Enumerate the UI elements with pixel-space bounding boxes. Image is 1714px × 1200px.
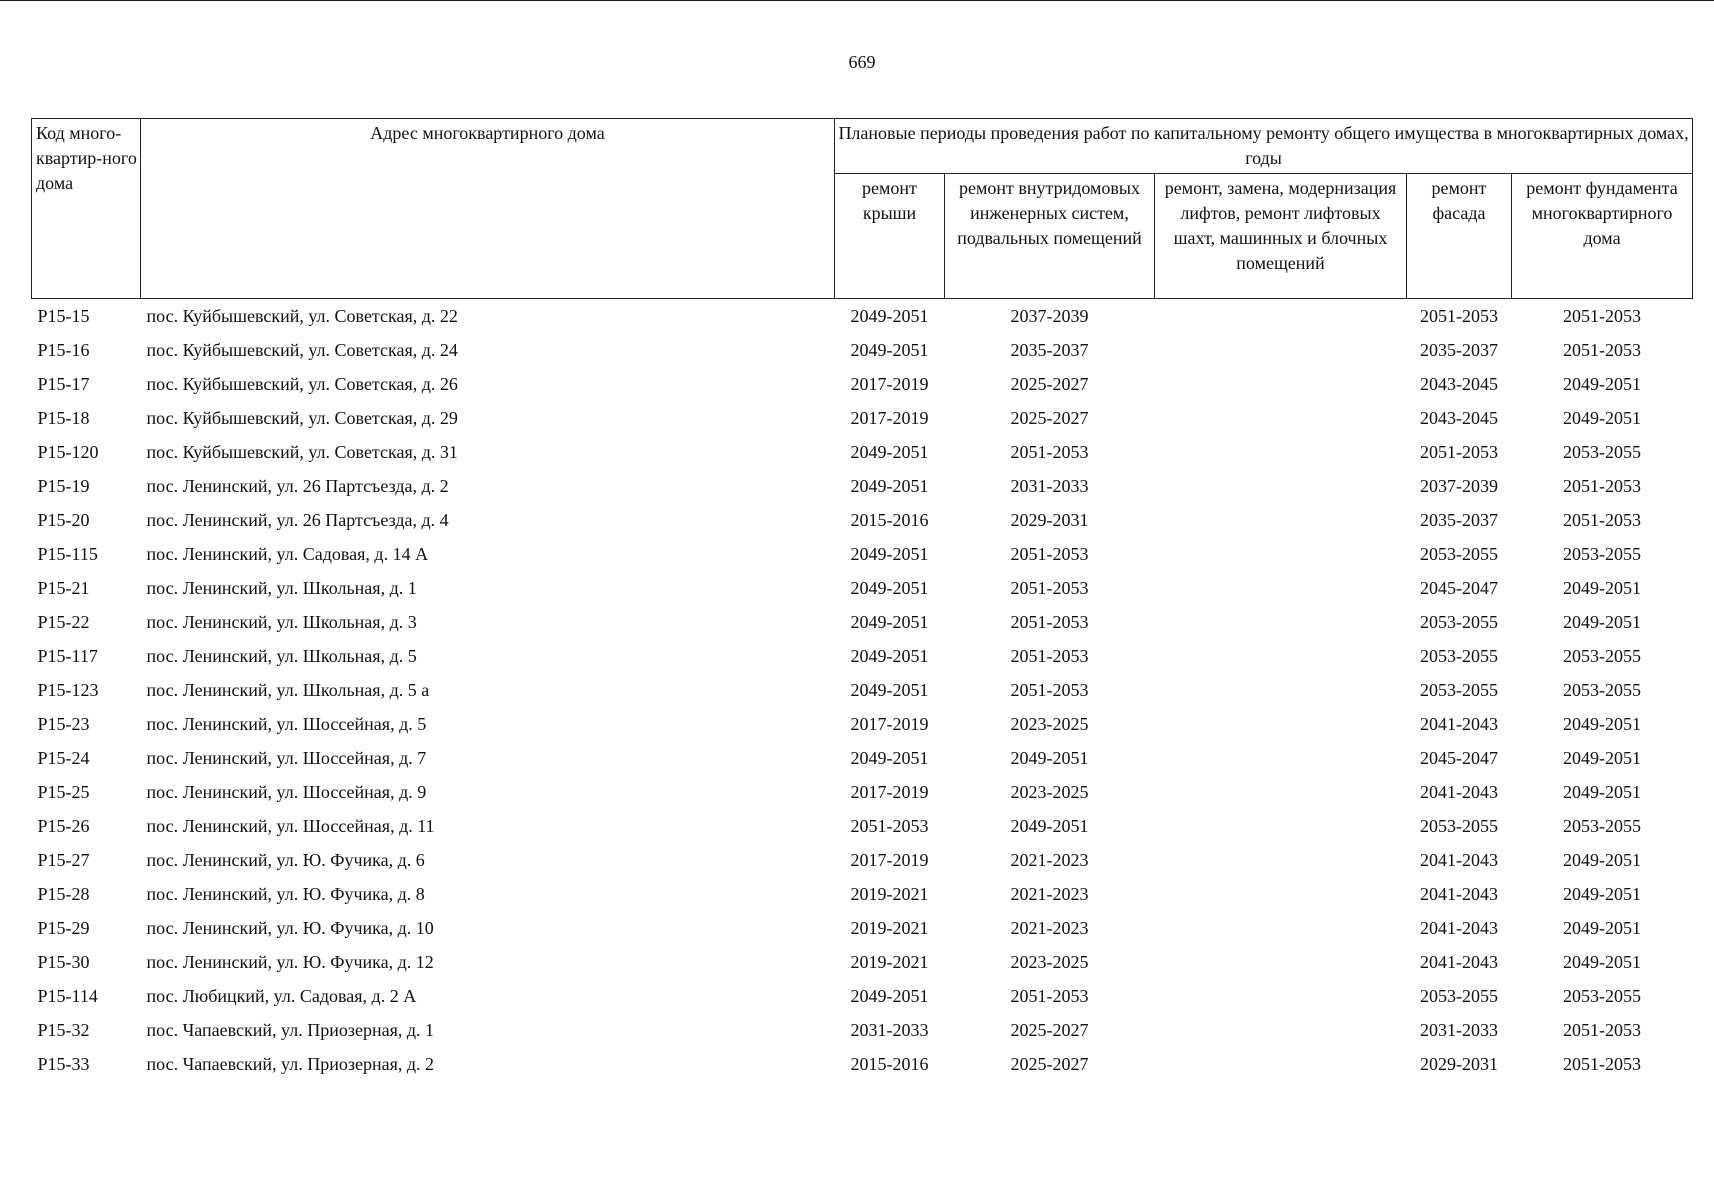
repair-schedule-table [31,118,1693,1081]
cell-code: Р15-33 [37,1054,90,1074]
table-row [32,911,1693,945]
cell-foundation: 2051-2053 [1563,340,1642,360]
cell-engineering: 2051-2053 [1010,612,1089,632]
top-rule [0,0,1714,1]
cell-roof: 2017-2019 [850,850,929,870]
cell-address: пос. Ленинский, ул. Ю. Фучика, д. 12 [146,952,434,972]
cell-roof: 2019-2021 [850,952,929,972]
cell-code: Р15-16 [37,340,90,360]
cell-foundation: 2049-2051 [1563,612,1642,632]
cell-roof: 2019-2021 [850,884,929,904]
header-address: Адрес многоквартирного дома [141,119,835,299]
cell-facade: 2041-2043 [1420,782,1498,802]
table-row [32,571,1693,605]
cell-roof: 2015-2016 [850,1054,929,1074]
cell-facade: 2041-2043 [1420,714,1498,734]
cell-elevators [1155,367,1407,401]
cell-code: Р15-15 [37,306,90,326]
header-elevators: ремонт, замена, модернизация лифтов, ремонт лифтовых шахт, машинных и блочных помещений [1155,174,1407,299]
table-row [32,435,1693,469]
cell-engineering: 2051-2053 [1010,442,1089,462]
cell-foundation: 2053-2055 [1563,646,1642,666]
table-row [32,741,1693,775]
cell-foundation: 2051-2053 [1563,510,1642,530]
cell-elevators [1155,333,1407,367]
cell-elevators [1155,979,1407,1013]
cell-foundation: 2053-2055 [1563,816,1642,836]
cell-facade: 2041-2043 [1420,952,1498,972]
cell-address: пос. Куйбышевский, ул. Советская, д. 31 [146,442,458,462]
cell-elevators [1155,1013,1407,1047]
cell-facade: 2053-2055 [1420,680,1498,700]
cell-facade: 2031-2033 [1420,1020,1498,1040]
cell-address: пос. Ленинский, ул. 26 Партсъезда, д. 2 [146,476,449,496]
cell-engineering: 2029-2031 [1010,510,1089,530]
table-row [32,843,1693,877]
cell-engineering: 2049-2051 [1010,816,1089,836]
cell-code: Р15-120 [37,442,99,462]
cell-roof: 2049-2051 [850,340,929,360]
table-row [32,639,1693,673]
cell-engineering: 2025-2027 [1010,1020,1089,1040]
cell-elevators [1155,537,1407,571]
cell-roof: 2049-2051 [850,646,929,666]
cell-elevators [1155,877,1407,911]
table-body [32,299,1693,1082]
cell-foundation: 2049-2051 [1563,408,1642,428]
table-row [32,537,1693,571]
cell-foundation: 2049-2051 [1563,850,1642,870]
table-row [32,1013,1693,1047]
cell-facade: 2035-2037 [1420,340,1498,360]
cell-elevators [1155,707,1407,741]
cell-foundation: 2049-2051 [1563,952,1642,972]
cell-address: пос. Ленинский, ул. Школьная, д. 5 [146,646,417,666]
cell-foundation: 2051-2053 [1563,1020,1642,1040]
cell-code: Р15-123 [37,680,99,700]
cell-elevators [1155,299,1407,334]
cell-elevators [1155,809,1407,843]
header-periods-group: Плановые периоды проведения работ по капитальному ремонту общего имущества в многоквартирных домах, годы [835,119,1693,174]
cell-facade: 2051-2053 [1420,442,1498,462]
table-header [32,119,1693,299]
cell-foundation: 2049-2051 [1563,782,1642,802]
cell-address: пос. Куйбышевский, ул. Советская, д. 24 [146,340,458,360]
cell-elevators [1155,741,1407,775]
cell-elevators [1155,605,1407,639]
cell-code: Р15-25 [37,782,90,802]
cell-foundation: 2053-2055 [1563,442,1642,462]
cell-code: Р15-20 [37,510,90,530]
table-row [32,367,1693,401]
cell-engineering: 2025-2027 [1010,374,1089,394]
cell-roof: 2017-2019 [850,782,929,802]
cell-engineering: 2031-2033 [1010,476,1089,496]
table-row [32,299,1693,334]
cell-facade: 2041-2043 [1420,850,1498,870]
cell-code: Р15-17 [37,374,90,394]
cell-code: Р15-18 [37,408,90,428]
cell-roof: 2049-2051 [850,442,929,462]
cell-facade: 2043-2045 [1420,374,1498,394]
cell-engineering: 2023-2025 [1010,952,1089,972]
cell-address: пос. Чапаевский, ул. Приозерная, д. 1 [146,1020,435,1040]
cell-code: Р15-24 [37,748,90,768]
cell-foundation: 2053-2055 [1563,544,1642,564]
cell-foundation: 2051-2053 [1563,1054,1642,1074]
cell-engineering: 2025-2027 [1010,408,1089,428]
table-row [32,1047,1693,1081]
cell-address: пос. Ленинский, ул. Шоссейная, д. 9 [146,782,427,802]
cell-elevators [1155,673,1407,707]
cell-roof: 2049-2051 [850,578,929,598]
page-number: 669 [848,52,876,72]
cell-address: пос. Куйбышевский, ул. Советская, д. 26 [146,374,458,394]
cell-foundation: 2049-2051 [1563,884,1642,904]
cell-facade: 2051-2053 [1420,306,1498,326]
table-row [32,945,1693,979]
table-row [32,605,1693,639]
cell-roof: 2051-2053 [850,816,929,836]
cell-foundation: 2051-2053 [1563,306,1642,326]
cell-roof: 2049-2051 [850,748,929,768]
cell-roof: 2017-2019 [850,714,929,734]
cell-address: пос. Чапаевский, ул. Приозерная, д. 2 [146,1054,435,1074]
table-row [32,877,1693,911]
cell-elevators [1155,639,1407,673]
cell-address: пос. Любицкий, ул. Садовая, д. 2 А [146,986,417,1006]
cell-engineering: 2021-2023 [1010,884,1089,904]
cell-code: Р15-23 [37,714,90,734]
cell-elevators [1155,1047,1407,1081]
cell-roof: 2017-2019 [850,408,929,428]
table-row [32,333,1693,367]
cell-foundation: 2051-2053 [1563,476,1642,496]
cell-roof: 2031-2033 [850,1020,929,1040]
cell-address: пос. Ленинский, ул. Ю. Фучика, д. 10 [146,918,434,938]
cell-elevators [1155,945,1407,979]
cell-facade: 2053-2055 [1420,816,1498,836]
cell-code: Р15-32 [37,1020,90,1040]
cell-facade: 2035-2037 [1420,510,1498,530]
cell-facade: 2053-2055 [1420,986,1498,1006]
cell-code: Р15-26 [37,816,90,836]
cell-code: Р15-28 [37,884,90,904]
cell-roof: 2049-2051 [850,306,929,326]
cell-facade: 2045-2047 [1420,748,1498,768]
cell-code: Р15-114 [37,986,98,1006]
cell-roof: 2049-2051 [850,986,929,1006]
cell-roof: 2049-2051 [850,544,929,564]
cell-address: пос. Ленинский, ул. Садовая, д. 14 А [146,544,429,564]
cell-foundation: 2049-2051 [1563,748,1642,768]
cell-foundation: 2049-2051 [1563,714,1642,734]
cell-address: пос. Куйбышевский, ул. Советская, д. 22 [146,306,458,326]
cell-foundation: 2053-2055 [1563,680,1642,700]
cell-address: пос. Ленинский, ул. Школьная, д. 5 а [146,680,430,700]
table-row [32,673,1693,707]
table-row [32,503,1693,537]
cell-engineering: 2051-2053 [1010,578,1089,598]
cell-facade: 2045-2047 [1420,578,1498,598]
cell-address: пос. Ленинский, ул. Шоссейная, д. 5 [146,714,427,734]
header-code: Код много-квартир-ного дома [32,119,141,299]
table-row [32,809,1693,843]
cell-code: Р15-27 [37,850,90,870]
cell-elevators [1155,911,1407,945]
table-row [32,979,1693,1013]
cell-code: Р15-19 [37,476,90,496]
cell-elevators [1155,775,1407,809]
cell-roof: 2017-2019 [850,374,929,394]
cell-address: пос. Ленинский, ул. Шоссейная, д. 7 [146,748,427,768]
cell-facade: 2037-2039 [1420,476,1498,496]
header-engineering: ремонт внутридомовых инженерных систем, подвальных помещений [945,174,1155,299]
table-row [32,775,1693,809]
cell-engineering: 2023-2025 [1010,782,1089,802]
cell-elevators [1155,503,1407,537]
cell-address: пос. Ленинский, ул. Школьная, д. 3 [146,612,417,632]
cell-address: пос. Ленинский, ул. 26 Партсъезда, д. 4 [146,510,449,530]
cell-foundation: 2049-2051 [1563,578,1642,598]
cell-address: пос. Ленинский, ул. Шоссейная, д. 11 [146,816,435,836]
cell-foundation: 2053-2055 [1563,986,1642,1006]
cell-elevators [1155,469,1407,503]
cell-code: Р15-22 [37,612,90,632]
table-row [32,401,1693,435]
cell-engineering: 2035-2037 [1010,340,1089,360]
cell-roof: 2049-2051 [850,612,929,632]
cell-address: пос. Куйбышевский, ул. Советская, д. 29 [146,408,458,428]
cell-roof: 2015-2016 [850,510,929,530]
cell-engineering: 2051-2053 [1010,646,1089,666]
cell-engineering: 2051-2053 [1010,986,1089,1006]
cell-engineering: 2051-2053 [1010,680,1089,700]
cell-foundation: 2049-2051 [1563,374,1642,394]
header-facade: ремонт фасада [1407,174,1512,299]
cell-elevators [1155,435,1407,469]
table-row [32,469,1693,503]
cell-code: Р15-21 [37,578,90,598]
cell-facade: 2041-2043 [1420,884,1498,904]
cell-code: Р15-30 [37,952,90,972]
cell-code: Р15-115 [37,544,98,564]
cell-address: пос. Ленинский, ул. Ю. Фучика, д. 6 [146,850,425,870]
cell-address: пос. Ленинский, ул. Школьная, д. 1 [146,578,417,598]
header-roof: ремонт крыши [835,174,945,299]
cell-engineering: 2021-2023 [1010,918,1089,938]
cell-facade: 2053-2055 [1420,612,1498,632]
cell-foundation: 2049-2051 [1563,918,1642,938]
cell-engineering: 2037-2039 [1010,306,1089,326]
cell-code: Р15-117 [37,646,98,666]
cell-roof: 2019-2021 [850,918,929,938]
header-foundation: ремонт фундамента многоквартирного дома [1512,174,1693,299]
cell-facade: 2043-2045 [1420,408,1498,428]
cell-roof: 2049-2051 [850,476,929,496]
cell-elevators [1155,843,1407,877]
cell-code: Р15-29 [37,918,90,938]
cell-roof: 2049-2051 [850,680,929,700]
cell-elevators [1155,401,1407,435]
cell-engineering: 2023-2025 [1010,714,1089,734]
cell-engineering: 2021-2023 [1010,850,1089,870]
cell-engineering: 2049-2051 [1010,748,1089,768]
cell-facade: 2053-2055 [1420,646,1498,666]
cell-facade: 2029-2031 [1420,1054,1498,1074]
cell-engineering: 2025-2027 [1010,1054,1089,1074]
table-row [32,707,1693,741]
cell-facade: 2041-2043 [1420,918,1498,938]
cell-elevators [1155,571,1407,605]
cell-facade: 2053-2055 [1420,544,1498,564]
cell-engineering: 2051-2053 [1010,544,1089,564]
cell-address: пос. Ленинский, ул. Ю. Фучика, д. 8 [146,884,425,904]
